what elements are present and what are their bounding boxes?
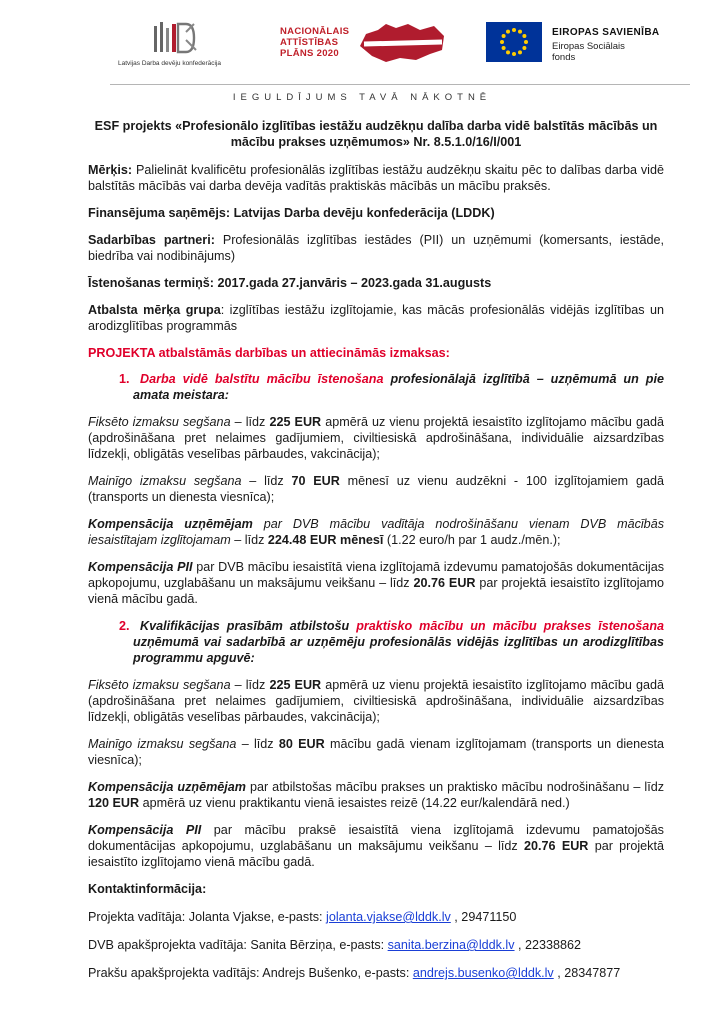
a2-fixed-label: Fiksēto izmaksu segšana [88,678,231,692]
activity-2-pre: Kvalifikācijas prasībām atbilstošu [139,619,357,633]
email-link[interactable]: andrejs.busenko@lddk.lv [412,966,554,980]
contact-label: Projekta vadītāja: Jolanta Vjakse, e-pasts: [88,910,327,924]
a1-fixed-amount: 225 EUR [269,415,322,429]
partners-label: Sadarbības partneri: [88,233,215,247]
a2-pii-text: par mācību praksē iesaistītā viena izglītojamā izdevumu pamatojošās dokumentācijas apkopojumu, uzglabāšanu un maksājumu veikšanu – līdz [88,823,664,853]
a1-variable-text: mēnesī uz vienu audzēkni - 100 izglītojamiem gadā (transports un dienesta viesnīca); [88,474,664,504]
nap-text [280,26,349,59]
a2-pii-label: Kompensācija PII [88,823,202,837]
contact-item [88,909,664,925]
eu-sub-line-1: Eiropas Sociālais [552,41,625,52]
a1-fixed-sep: – līdz [230,415,270,429]
activity-2-rest: uzņēmumā vai sadarbībā ar uzņēmēju profesionālās vidējās izglītības un arodizglītības programmu apguvē: [133,635,664,665]
nap-line-1: NACIONĀLAIS [280,26,350,37]
a2-employer-amount: 120 EUR [88,796,140,810]
a1-employer-text: par DVB mācību vadītāja nodrošināšanu vienam DVB mācībās iesaistītajam izglītojamam [88,517,664,547]
activity-1-highlight: Darba vidē balstītu mācību īstenošana [139,372,384,386]
a2-variable-text: mācību gadā vienam izglītojamam (transports un dienesta viesnīca); [88,737,664,767]
target-group-label: Atbalsta mērķa grupa [88,303,221,317]
contact-phone: , 29471150 [450,910,517,924]
a1-employer-amount: 224.48 EUR mēnesī [267,533,384,547]
a2-employer-tail: apmērā uz vienu praktikantu vienā iesaistes reizē (14.22 eur/kalendārā ned.) [139,796,570,810]
document-title: ESF projekts «Profesionālo izglītības iestāžu audzēkņu dalība darba vidē balstītās mācībās un mācību prakses uzņēmumos» Nr. 8.5.1.0/16/I/001 [94,119,658,149]
a2-fixed-sep: – līdz [230,678,270,692]
a2-pii-tail: par projektā iesaistīto izglītojamo vienā mācību gadā. [88,839,664,869]
a2-variable-costs [88,736,664,768]
a1-pii-tail: par projektā iesaistīto izglītojamo vienā mācību gadā. [88,576,664,606]
a1-employer-sep: – līdz [230,533,268,547]
goal-paragraph [88,162,664,194]
lddk-emblem-icon [148,20,198,54]
a1-pii-label: Kompensācija PII [88,560,193,574]
a2-employer-compensation [88,779,664,811]
goal-text: Palielināt kvalificētu profesionālās izglītības iestāžu audzēkņu skaitu pēc to dalības darba vidē balstītās mācībās vai darba devēja vadītās praktiskās mācībās un mācību praksēs. [88,163,664,193]
eu-logo [486,22,686,70]
activity-1-number: 1. [119,372,130,386]
a1-pii-text: par DVB mācību iesaistītā viena izglītojamā izdevumu pamatojošās dokumentācijas apkopojumu, uzglabāšanu un maksājumu veikšanu – līdz [88,560,664,590]
a2-variable-amount: 80 EUR [278,737,325,751]
contacts-heading: Kontaktinformācija: [88,882,207,896]
page-header [0,0,724,110]
header-divider [110,84,690,85]
a2-variable-sep: – līdz [236,737,279,751]
eu-subtitle [552,41,625,63]
a1-variable-sep: – līdz [241,474,292,488]
activity-2-number: 2. [119,619,130,633]
activity-1-rest: profesionālajā izglītībā – uzņēmumā un pie amata meistara: [133,372,664,402]
latvia-map-icon [356,20,448,64]
funding-recipient: Finansējuma saņēmējs: Latvijas Darba devēju konfederācija (LDDK) [88,206,495,220]
a1-employer-compensation [88,516,664,548]
a2-fixed-text: apmērā uz vienu projektā iesaistīto izglītojamo mācību gadā (apdrošināšana pret nelaimes gadījumiem, civiltiesiskā apdrošināšana, individuālie aizsardzības līdzekļi, obligātās veselības pārbaudes, vakcinācija); [88,678,664,724]
email-link[interactable]: jolanta.vjakse@lddk.lv [326,910,451,924]
contact-item [88,937,664,953]
activity-1-heading [88,371,664,403]
a2-fixed-amount: 225 EUR [269,678,322,692]
section-heading: PROJEKTA atbalstāmās darbības un attiecināmās izmaksas: [88,346,450,360]
a1-fixed-text: apmērā uz vienu projektā iesaistīto izglītojamo mācību gadā (apdrošināšana pret nelaimes gadījumiem, civiltiesiskā apdrošināšana, individuālie aizsardzības līdzekļi, obligātās veselības pārbaudes, vakcinācija); [88,415,664,461]
partners-paragraph [88,232,664,264]
contact-label: DVB apakšprojekta vadītāja: Sanita Bērziņa, e-pasts: [88,938,388,952]
a2-pii-compensation [88,822,664,870]
a2-fixed-costs [88,677,664,725]
a2-employer-label: Kompensācija uzņēmējam [88,780,246,794]
activity-2-heading [88,618,664,666]
lddk-caption: Latvijas Darba devēju konfederācija [118,60,221,67]
contact-phone: , 22338862 [514,938,582,952]
nap-line-2: ATTĪSTĪBAS [280,37,339,48]
a2-variable-label: Mainīgo izmaksu segšana [88,737,237,751]
nap-line-3: PLĀNS 2020 [280,48,339,59]
motto: IEGULDĪJUMS TAVĀ NĀKOTNĒ [232,92,492,103]
partners-text: Profesionālās izglītības iestādes (PII) un uzņēmumi (komersants, iestāde, biedrība vai nodibinājums) [88,233,664,263]
implementation-period: Īstenošanas termiņš: 2017.gada 27.janvāris – 2023.gada 31.augusts [88,276,492,290]
a1-fixed-costs [88,414,664,462]
target-group-text: : izglītības iestāžu izglītojamie, kas mācās profesionālās vidējās izglītības un arodizglītības programmās [88,303,665,333]
contact-item [88,965,664,981]
eu-sub-line-2: fonds [552,52,576,63]
email-link[interactable]: sanita.berzina@lddk.lv [387,938,515,952]
a1-variable-amount: 70 EUR [291,474,340,488]
eu-title: EIROPAS SAVIENĪBA [552,27,660,38]
a1-pii-compensation [88,559,664,607]
lddk-logo [100,18,230,70]
a1-pii-amount: 20.76 EUR [413,576,476,590]
eu-flag-icon [486,22,542,62]
a1-variable-costs [88,473,664,505]
a2-pii-amount: 20.76 EUR [524,839,589,853]
a1-fixed-label: Fiksēto izmaksu segšana [88,415,231,429]
contact-phone: , 28347877 [553,966,621,980]
document-body [88,118,664,993]
nap-logo [272,18,452,70]
a1-employer-rate: (1.22 euro/h par 1 audz./mēn.); [383,533,561,547]
target-group-paragraph [88,302,664,334]
contact-label: Prakšu apakšprojekta vadītājs: Andrejs Bušenko, e-pasts: [88,966,413,980]
a1-employer-label: Kompensācija uzņēmējam [88,517,253,531]
a2-employer-text: par atbilstošas mācību prakses un praktisko mācību nodrošināšanu – līdz [245,780,664,794]
activity-2-highlight: praktisko mācību un mācību prakses īstenošana [356,619,665,633]
a1-variable-label: Mainīgo izmaksu segšana [88,474,242,488]
goal-label: Mērķis: [88,163,133,177]
